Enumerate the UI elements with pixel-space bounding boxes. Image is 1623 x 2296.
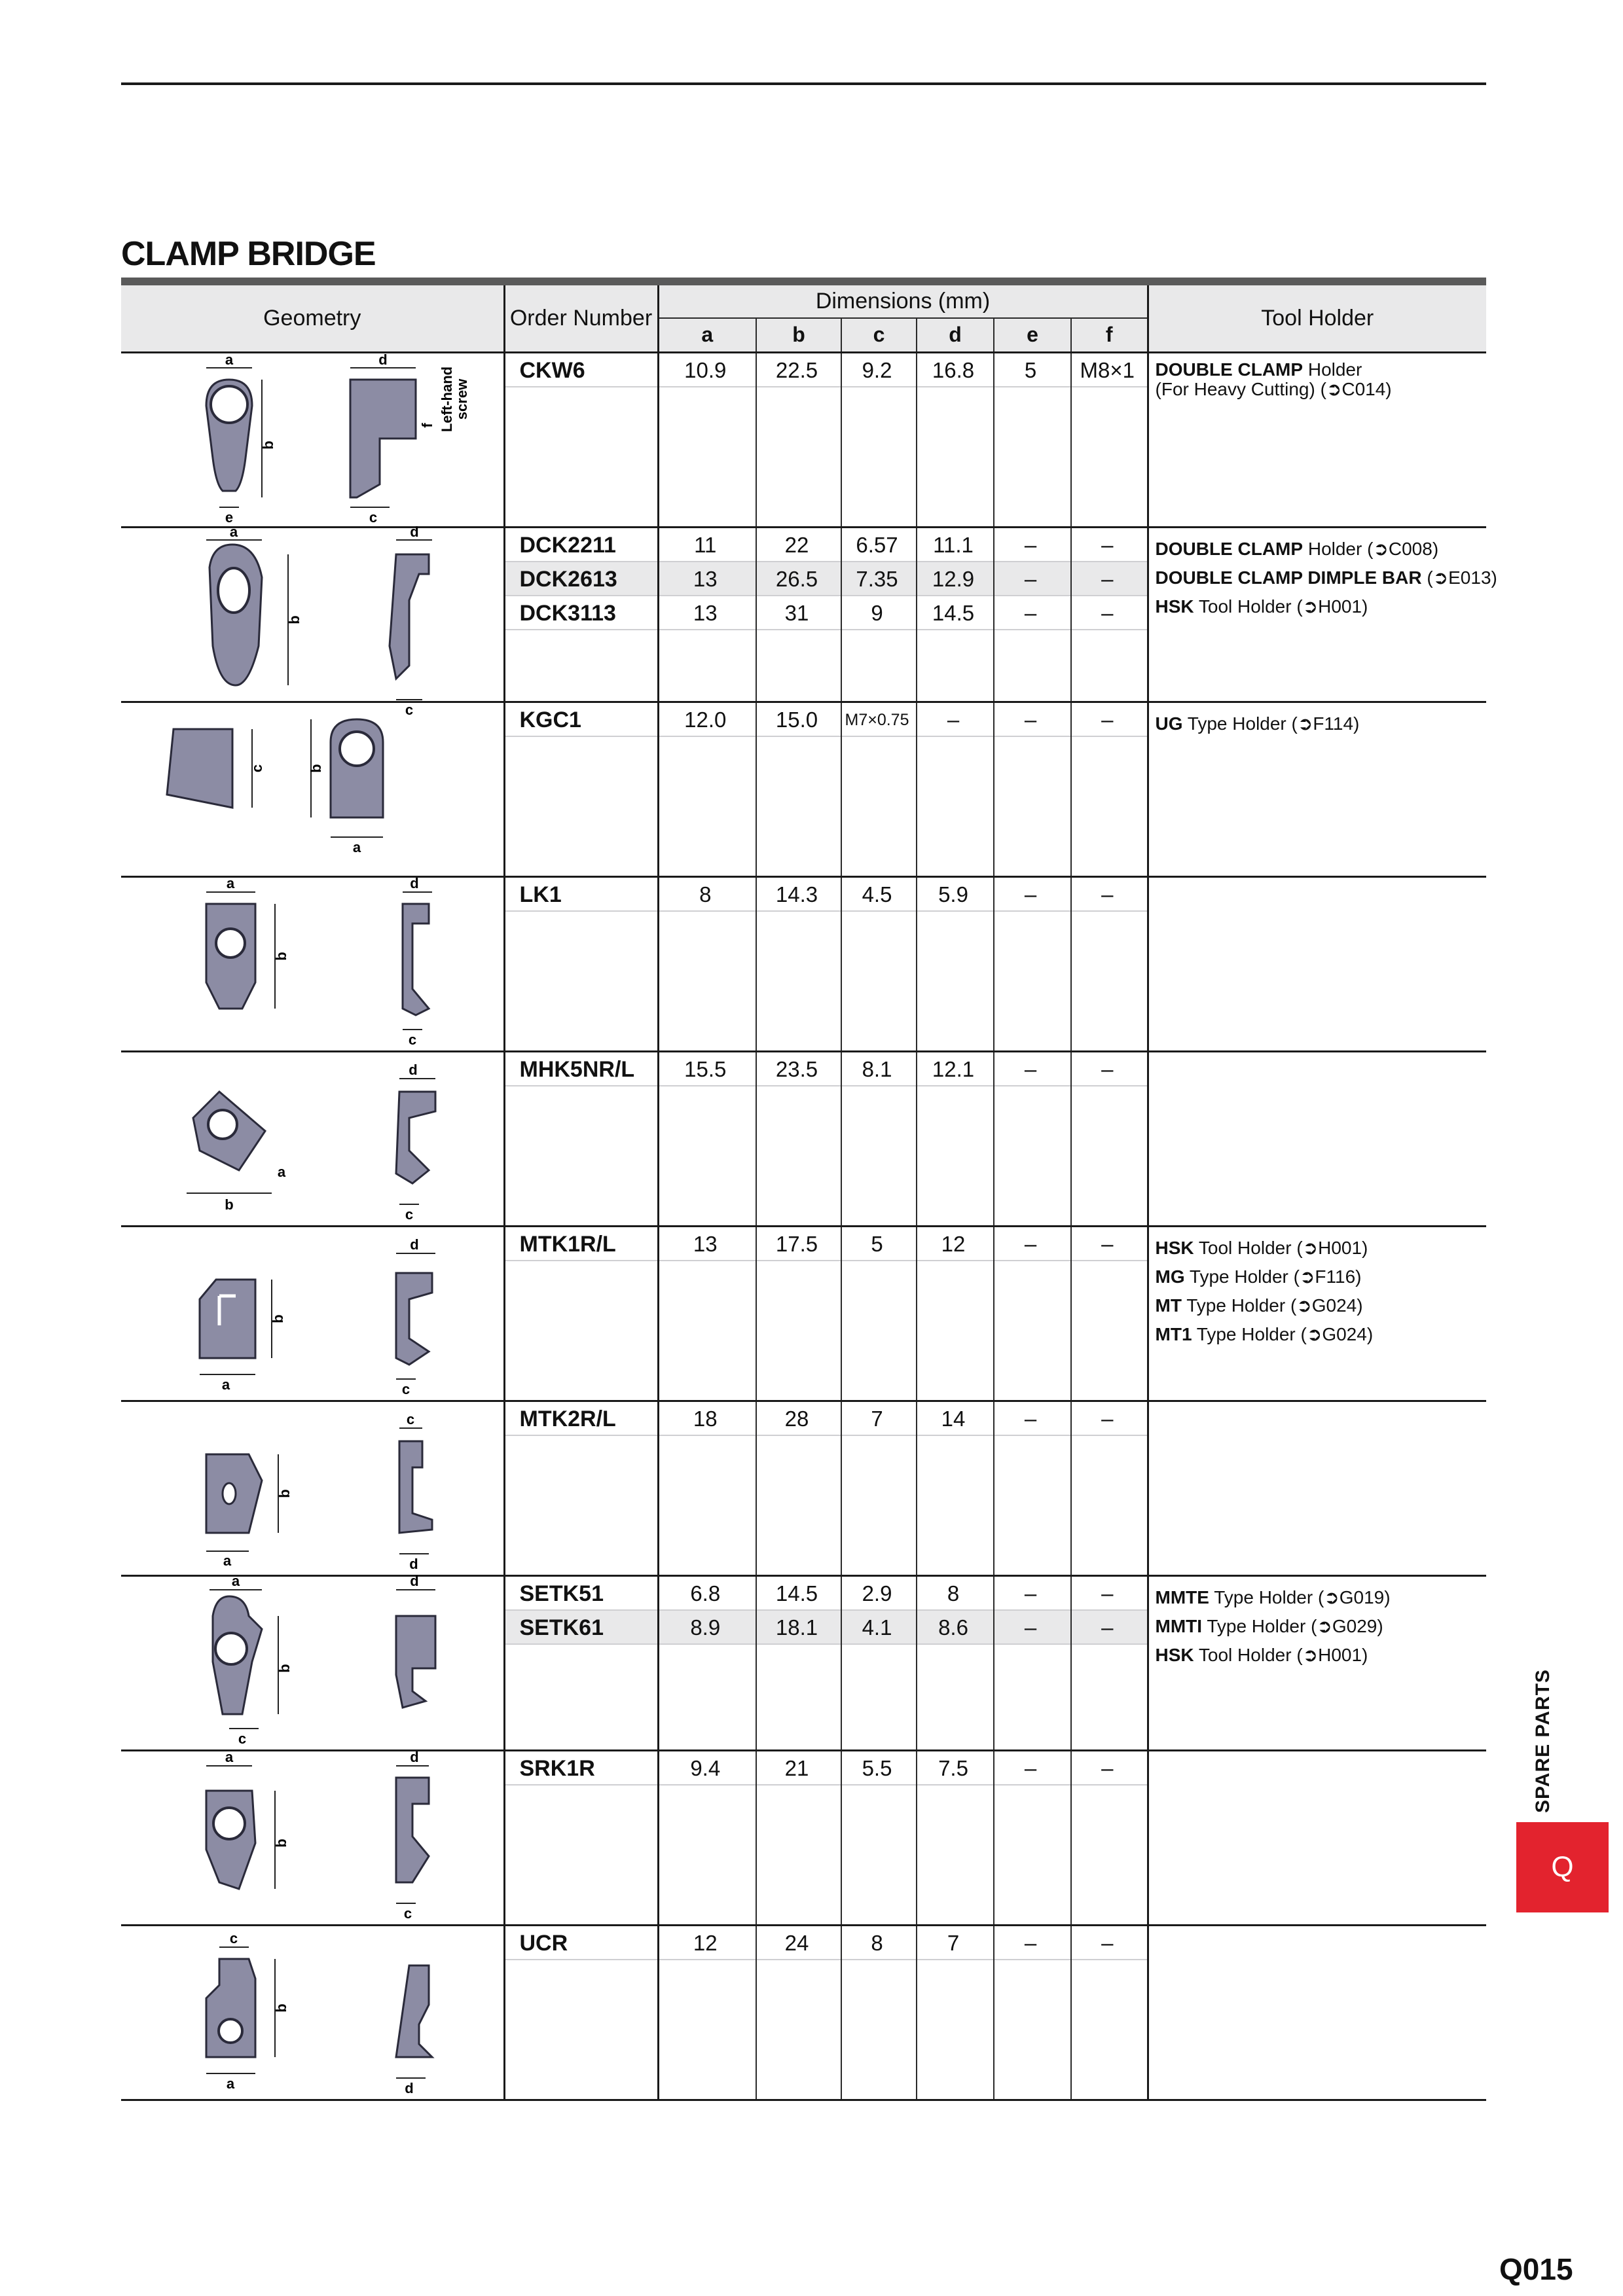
dim-d-cell	[917, 1051, 994, 1226]
dim-e-cell	[994, 1401, 1071, 1575]
dim-e-value: –	[994, 1227, 1070, 1261]
order-number-cell	[504, 1575, 658, 1750]
order-number-cell	[504, 1925, 658, 2100]
header-dim-a: a	[658, 318, 756, 352]
clamp-bridge-table	[121, 285, 1497, 2101]
tool-holder-item[interactable]	[1156, 592, 1482, 621]
dim-a-value: 13	[659, 1227, 756, 1261]
svg-text:a: a	[221, 1376, 230, 1393]
dim-c-value: 9.2	[842, 353, 916, 387]
dim-f-cell	[1071, 527, 1148, 702]
tool-holder-name: MT1	[1155, 1323, 1192, 1344]
dim-f-value: –	[1072, 1577, 1147, 1611]
dim-a-value: 13	[659, 562, 756, 596]
dim-b-value: 21	[757, 1751, 841, 1785]
clamp-drawing	[121, 1052, 504, 1224]
geometry-cell	[121, 1051, 504, 1226]
svg-text:c: c	[405, 701, 414, 718]
svg-text:a: a	[231, 1572, 240, 1589]
svg-text:b: b	[308, 763, 324, 773]
dim-b-cell	[756, 527, 841, 702]
dim-b-value: 31	[757, 596, 841, 630]
tool-holder-ref: Type Holder (➲F114)	[1182, 713, 1360, 734]
order-number: LK1	[505, 878, 657, 912]
dim-d-cell	[917, 1750, 994, 1925]
dim-a-cell	[658, 527, 756, 702]
dim-e-value: –	[994, 1052, 1070, 1086]
table-row	[121, 1750, 1486, 1925]
dim-d-value: 8.6	[917, 1611, 993, 1645]
order-number: UCR	[505, 1926, 657, 1960]
dim-d-value: 12.9	[917, 562, 993, 596]
dim-a-value: 15.5	[659, 1052, 756, 1086]
svg-text:b: b	[225, 1196, 234, 1213]
tool-holder-cell	[1148, 1051, 1486, 1226]
dim-f-cell	[1071, 876, 1148, 1051]
dim-a-cell	[658, 702, 756, 876]
dim-f-cell	[1071, 1925, 1148, 2100]
dim-a-value: 8	[659, 878, 756, 912]
tool-holder-ref: Holder	[1303, 359, 1362, 380]
tool-holder-name: HSK	[1155, 1644, 1194, 1665]
clamp-drawing	[121, 523, 504, 718]
order-number-cell	[504, 527, 658, 702]
dim-e-value: –	[994, 1751, 1070, 1785]
tool-holder-item[interactable]	[1156, 1583, 1482, 1612]
tool-holder-ref: Type Holder (➲F116)	[1184, 1266, 1362, 1287]
dim-a-value: 18	[659, 1402, 756, 1436]
tool-holder-item[interactable]	[1156, 360, 1482, 380]
svg-text:a: a	[225, 351, 234, 368]
geometry-cell	[121, 523, 504, 718]
svg-text:a: a	[229, 523, 238, 540]
table-row	[121, 876, 1486, 1051]
title-bar	[121, 278, 1486, 285]
dim-e-cell	[994, 352, 1071, 527]
tool-holder-cell	[1148, 1401, 1486, 1575]
order-number: SRK1R	[505, 1751, 657, 1785]
dim-d-value: –	[917, 703, 993, 737]
svg-text:b: b	[273, 1838, 289, 1848]
dim-e-value: –	[994, 562, 1070, 596]
dim-c-cell	[841, 876, 917, 1051]
dim-e-cell	[994, 876, 1071, 1051]
geometry-cell	[121, 1750, 504, 1925]
dim-b-value: 17.5	[757, 1227, 841, 1261]
dim-d-cell	[917, 1575, 994, 1750]
dim-f-value: –	[1072, 528, 1147, 562]
order-number-cell	[504, 876, 658, 1051]
dim-d-cell	[917, 527, 994, 702]
dim-b-value: 22	[757, 528, 841, 562]
dim-d-value: 12.1	[917, 1052, 993, 1086]
dim-d-value: 12	[917, 1227, 993, 1261]
dim-f-value: –	[1072, 878, 1147, 912]
tool-holder-ref: Tool Holder (➲H001)	[1194, 1644, 1368, 1665]
order-number: SETK51	[505, 1577, 657, 1611]
clamp-drawing	[121, 1926, 504, 2098]
order-number-cell	[504, 1401, 658, 1575]
dim-b-cell	[756, 876, 841, 1051]
dim-f-value: –	[1072, 1751, 1147, 1785]
dim-c-cell	[841, 1575, 917, 1750]
tool-holder-item[interactable]	[1156, 1641, 1482, 1670]
dim-c-cell	[841, 702, 917, 876]
clamp-drawing	[121, 1572, 504, 1748]
dim-c-cell	[841, 1226, 917, 1401]
tool-holder-cell	[1148, 1575, 1486, 1750]
dim-e-cell	[994, 1226, 1071, 1401]
tool-holder-ref: Tool Holder (➲H001)	[1194, 1237, 1368, 1258]
geometry-cell	[121, 1226, 504, 1401]
table-row	[121, 702, 1486, 876]
dim-f-cell	[1071, 1750, 1148, 1925]
page-number: Q015	[1499, 2252, 1573, 2286]
dim-d-cell	[917, 352, 994, 527]
tool-holder-name: MT	[1155, 1295, 1182, 1316]
svg-text:screw: screw	[454, 378, 470, 420]
clamp-drawing	[121, 1402, 504, 1573]
dim-d-value: 11.1	[917, 528, 993, 562]
geometry-cell	[121, 352, 504, 527]
svg-text:a: a	[226, 2075, 235, 2092]
table-row	[121, 1401, 1486, 1575]
dim-e-cell	[994, 527, 1071, 702]
dim-f-value: –	[1072, 596, 1147, 630]
dim-b-cell	[756, 1575, 841, 1750]
svg-text:b: b	[270, 1314, 286, 1323]
dim-e-value: –	[994, 596, 1070, 630]
dim-a-cell	[658, 1925, 756, 2100]
dim-c-value: 9	[842, 596, 916, 630]
tool-holder-cell	[1148, 1750, 1486, 1925]
header-dim-c: c	[841, 318, 917, 352]
dim-d-cell	[917, 702, 994, 876]
table-row	[121, 1226, 1486, 1401]
order-number-cell	[504, 1051, 658, 1226]
geometry-cell	[121, 1401, 504, 1575]
svg-text:c: c	[408, 1031, 417, 1048]
svg-text:c: c	[238, 1730, 247, 1747]
dim-a-value: 8.9	[659, 1611, 756, 1645]
dim-b-value: 14.3	[757, 878, 841, 912]
dim-f-value: M8×1	[1072, 353, 1147, 387]
order-number: DCK3113	[505, 596, 657, 630]
dim-c-cell	[841, 1750, 917, 1925]
header-dim-b: b	[756, 318, 841, 352]
order-number: CKW6	[505, 353, 657, 387]
dim-a-cell	[658, 1575, 756, 1750]
dim-a-cell	[658, 876, 756, 1051]
dim-c-value: 5	[842, 1227, 916, 1261]
dim-c-value: 2.9	[842, 1577, 916, 1611]
dim-b-cell	[756, 702, 841, 876]
dim-b-value: 15.0	[757, 703, 841, 737]
tool-holder-cell	[1148, 352, 1486, 527]
dim-d-value: 5.9	[917, 878, 993, 912]
dim-a-value: 12	[659, 1926, 756, 1960]
dim-c-value: 4.1	[842, 1611, 916, 1645]
dim-b-value: 24	[757, 1926, 841, 1960]
order-number: DCK2211	[505, 528, 657, 562]
svg-text:Left-hand: Left-hand	[439, 366, 455, 432]
svg-text:e: e	[225, 509, 234, 526]
svg-text:d: d	[409, 1061, 418, 1078]
dim-f-value: –	[1072, 1926, 1147, 1960]
tool-holder-item[interactable]	[1156, 1263, 1482, 1291]
dim-b-cell	[756, 1401, 841, 1575]
header-dimensions: Dimensions (mm)	[658, 285, 1148, 318]
tool-holder-item[interactable]	[1156, 1320, 1482, 1349]
dim-c-value: 7	[842, 1402, 916, 1436]
dim-e-value: –	[994, 1402, 1070, 1436]
tool-holder-ref: Holder (➲C008)	[1303, 538, 1439, 559]
geometry-cell	[121, 702, 504, 876]
clamp-drawing	[121, 874, 504, 1049]
tool-holder-name: DOUBLE CLAMP	[1155, 359, 1304, 380]
svg-text:b: b	[276, 1663, 293, 1673]
svg-text:b: b	[286, 615, 302, 624]
dim-b-cell	[756, 1226, 841, 1401]
dim-e-value: –	[994, 1926, 1070, 1960]
header-dim-f: f	[1071, 318, 1148, 352]
table-row	[121, 1051, 1486, 1226]
svg-text:d: d	[410, 1236, 419, 1253]
dim-d-value: 8	[917, 1577, 993, 1611]
tool-holder-ref: Type Holder (➲G029)	[1202, 1615, 1383, 1636]
header-tool-holder: Tool Holder	[1148, 285, 1486, 352]
tool-holder-name: HSK	[1155, 596, 1194, 617]
dim-f-cell	[1071, 1575, 1148, 1750]
tool-holder-cell	[1148, 876, 1486, 1051]
order-number: MTK2R/L	[505, 1402, 657, 1436]
dim-f-cell	[1071, 1401, 1148, 1575]
tool-holder-name: MMTI	[1155, 1615, 1203, 1636]
dim-c-value: 8.1	[842, 1052, 916, 1086]
dim-b-cell	[756, 1051, 841, 1226]
dim-d-cell	[917, 1401, 994, 1575]
svg-text:c: c	[369, 509, 378, 526]
tool-holder-cell	[1148, 1226, 1486, 1401]
clamp-drawing	[121, 1748, 504, 1923]
svg-text:b: b	[273, 951, 289, 961]
dim-f-value: –	[1072, 562, 1147, 596]
tool-holder-item[interactable]	[1156, 535, 1482, 564]
order-number: MTK1R/L	[505, 1227, 657, 1261]
side-tab-label: SPARE PARTS	[1532, 1669, 1554, 1813]
dim-b-cell	[756, 1925, 841, 2100]
order-number: MHK5NR/L	[505, 1052, 657, 1086]
dim-b-value: 28	[757, 1402, 841, 1436]
header-dim-d: d	[917, 318, 994, 352]
dim-a-value: 11	[659, 528, 756, 562]
dim-d-value: 7.5	[917, 1751, 993, 1785]
svg-text:a: a	[352, 838, 361, 855]
svg-text:d: d	[410, 874, 419, 891]
tool-holder-item[interactable]	[1156, 1234, 1482, 1263]
clamp-drawing	[121, 353, 504, 525]
dim-c-value: 8	[842, 1926, 916, 1960]
table-row	[121, 352, 1486, 527]
svg-text:a: a	[277, 1163, 286, 1180]
svg-text:c: c	[249, 764, 265, 772]
svg-text:d: d	[410, 523, 419, 540]
svg-text:a: a	[226, 874, 235, 891]
svg-text:d: d	[378, 351, 388, 368]
dim-e-cell	[994, 1575, 1071, 1750]
dim-b-value: 22.5	[757, 353, 841, 387]
svg-text:c: c	[401, 1380, 410, 1397]
svg-text:a: a	[225, 1748, 234, 1765]
order-number-cell	[504, 352, 658, 527]
svg-text:b: b	[273, 2003, 289, 2013]
svg-text:c: c	[403, 1905, 412, 1922]
dim-f-value: –	[1072, 1611, 1147, 1645]
dim-e-cell	[994, 1925, 1071, 2100]
order-number: KGC1	[505, 703, 657, 737]
dim-c-cell	[841, 1925, 917, 2100]
table-row	[121, 1925, 1486, 2100]
svg-text:c: c	[405, 1206, 414, 1223]
dim-f-cell	[1071, 1226, 1148, 1401]
tool-holder-name: HSK	[1155, 1237, 1194, 1258]
dim-c-value: M7×0.75	[842, 703, 916, 737]
dim-c-value: 7.35	[842, 562, 916, 596]
tool-holder-item[interactable]	[1156, 1291, 1482, 1320]
dim-b-value: 23.5	[757, 1052, 841, 1086]
svg-text:b: b	[260, 440, 276, 450]
side-tab-letter[interactable]: Q	[1516, 1822, 1609, 1912]
dim-f-cell	[1071, 352, 1148, 527]
dim-d-cell	[917, 1226, 994, 1401]
geometry-cell	[121, 876, 504, 1051]
dim-a-value: 12.0	[659, 703, 756, 737]
dim-d-value: 16.8	[917, 353, 993, 387]
dim-e-value: 5	[994, 353, 1070, 387]
dim-d-value: 14	[917, 1402, 993, 1436]
dim-a-value: 10.9	[659, 353, 756, 387]
dim-c-cell	[841, 352, 917, 527]
svg-text:d: d	[410, 1748, 419, 1765]
dim-a-cell	[658, 1401, 756, 1575]
dim-f-cell	[1071, 702, 1148, 876]
dim-d-cell	[917, 1925, 994, 2100]
svg-text:d: d	[410, 1572, 419, 1589]
tool-holder-ref: Type Holder (➲G024)	[1192, 1323, 1374, 1344]
tool-holder-name: DOUBLE CLAMP	[1155, 538, 1304, 559]
dim-d-cell	[917, 876, 994, 1051]
table-row	[121, 1575, 1486, 1750]
tool-holder-ref: Type Holder (➲G019)	[1209, 1587, 1391, 1607]
dim-a-value: 6.8	[659, 1577, 756, 1611]
clamp-drawing	[121, 1227, 504, 1399]
tool-holder-cell	[1148, 1925, 1486, 2100]
dim-f-value: –	[1072, 1227, 1147, 1261]
dim-a-cell	[658, 1051, 756, 1226]
clamp-drawing	[121, 703, 504, 874]
dim-d-value: 14.5	[917, 596, 993, 630]
order-number: SETK61	[505, 1611, 657, 1645]
dim-c-cell	[841, 527, 917, 702]
tool-holder-cell	[1148, 527, 1497, 702]
header-dim-e: e	[994, 318, 1071, 352]
dim-a-value: 9.4	[659, 1751, 756, 1785]
tool-holder-ref: Tool Holder (➲H001)	[1194, 596, 1368, 617]
tool-holder-item[interactable]	[1155, 564, 1497, 592]
tool-holder-item[interactable]	[1156, 380, 1482, 399]
tool-holder-item[interactable]	[1156, 1612, 1482, 1641]
geometry-cell	[121, 1572, 504, 1750]
dim-c-value: 6.57	[842, 528, 916, 562]
order-number-cell	[504, 1226, 658, 1401]
svg-text:c: c	[406, 1410, 415, 1427]
dim-e-value: –	[994, 878, 1070, 912]
dim-a-cell	[658, 1750, 756, 1925]
dim-f-cell	[1071, 1051, 1148, 1226]
dim-c-value: 4.5	[842, 878, 916, 912]
svg-text:d: d	[409, 1555, 418, 1572]
dim-e-cell	[994, 702, 1071, 876]
dim-a-cell	[658, 352, 756, 527]
dim-e-cell	[994, 1051, 1071, 1226]
dim-e-value: –	[994, 1611, 1070, 1645]
tool-holder-name: MMTE	[1155, 1587, 1209, 1607]
tool-holder-cell	[1148, 702, 1486, 876]
dim-c-cell	[841, 1401, 917, 1575]
section-title: CLAMP BRIDGE	[121, 235, 376, 273]
header-geometry: Geometry	[121, 285, 504, 352]
order-number-cell	[504, 702, 658, 876]
tool-holder-ref: (For Heavy Cutting) (➲C014)	[1155, 378, 1392, 399]
tool-holder-name: MG	[1155, 1266, 1185, 1287]
table-row	[121, 527, 1486, 702]
svg-text:a: a	[223, 1552, 232, 1569]
tool-holder-name: DOUBLE CLAMP DIMPLE BAR	[1155, 567, 1422, 588]
header-order-number: Order Number	[504, 285, 658, 352]
order-number-cell	[504, 1750, 658, 1925]
tool-holder-name: UG	[1155, 713, 1183, 734]
geometry-cell	[121, 1925, 504, 2100]
svg-text:d: d	[405, 2079, 414, 2096]
dim-b-cell	[756, 352, 841, 527]
dim-e-value: –	[994, 528, 1070, 562]
dim-f-value: –	[1072, 1402, 1147, 1436]
tool-holder-ref: (➲E013)	[1421, 567, 1497, 588]
dim-b-value: 14.5	[757, 1577, 841, 1611]
svg-text:f: f	[419, 422, 435, 428]
dim-b-value: 26.5	[757, 562, 841, 596]
dim-a-cell	[658, 1226, 756, 1401]
svg-text:b: b	[276, 1488, 293, 1498]
dim-e-cell	[994, 1750, 1071, 1925]
dim-f-value: –	[1072, 1052, 1147, 1086]
top-rule	[121, 82, 1486, 85]
dim-b-value: 18.1	[757, 1611, 841, 1645]
dim-e-value: –	[994, 703, 1070, 737]
dim-c-cell	[841, 1051, 917, 1226]
svg-text:c: c	[229, 1929, 238, 1946]
dim-d-value: 7	[917, 1926, 993, 1960]
dim-b-cell	[756, 1750, 841, 1925]
dim-a-value: 13	[659, 596, 756, 630]
tool-holder-ref: Type Holder (➲G024)	[1181, 1295, 1363, 1316]
dim-f-value: –	[1072, 703, 1147, 737]
dim-e-value: –	[994, 1577, 1070, 1611]
order-number: DCK2613	[505, 562, 657, 596]
tool-holder-item[interactable]	[1156, 709, 1482, 738]
dim-c-value: 5.5	[842, 1751, 916, 1785]
